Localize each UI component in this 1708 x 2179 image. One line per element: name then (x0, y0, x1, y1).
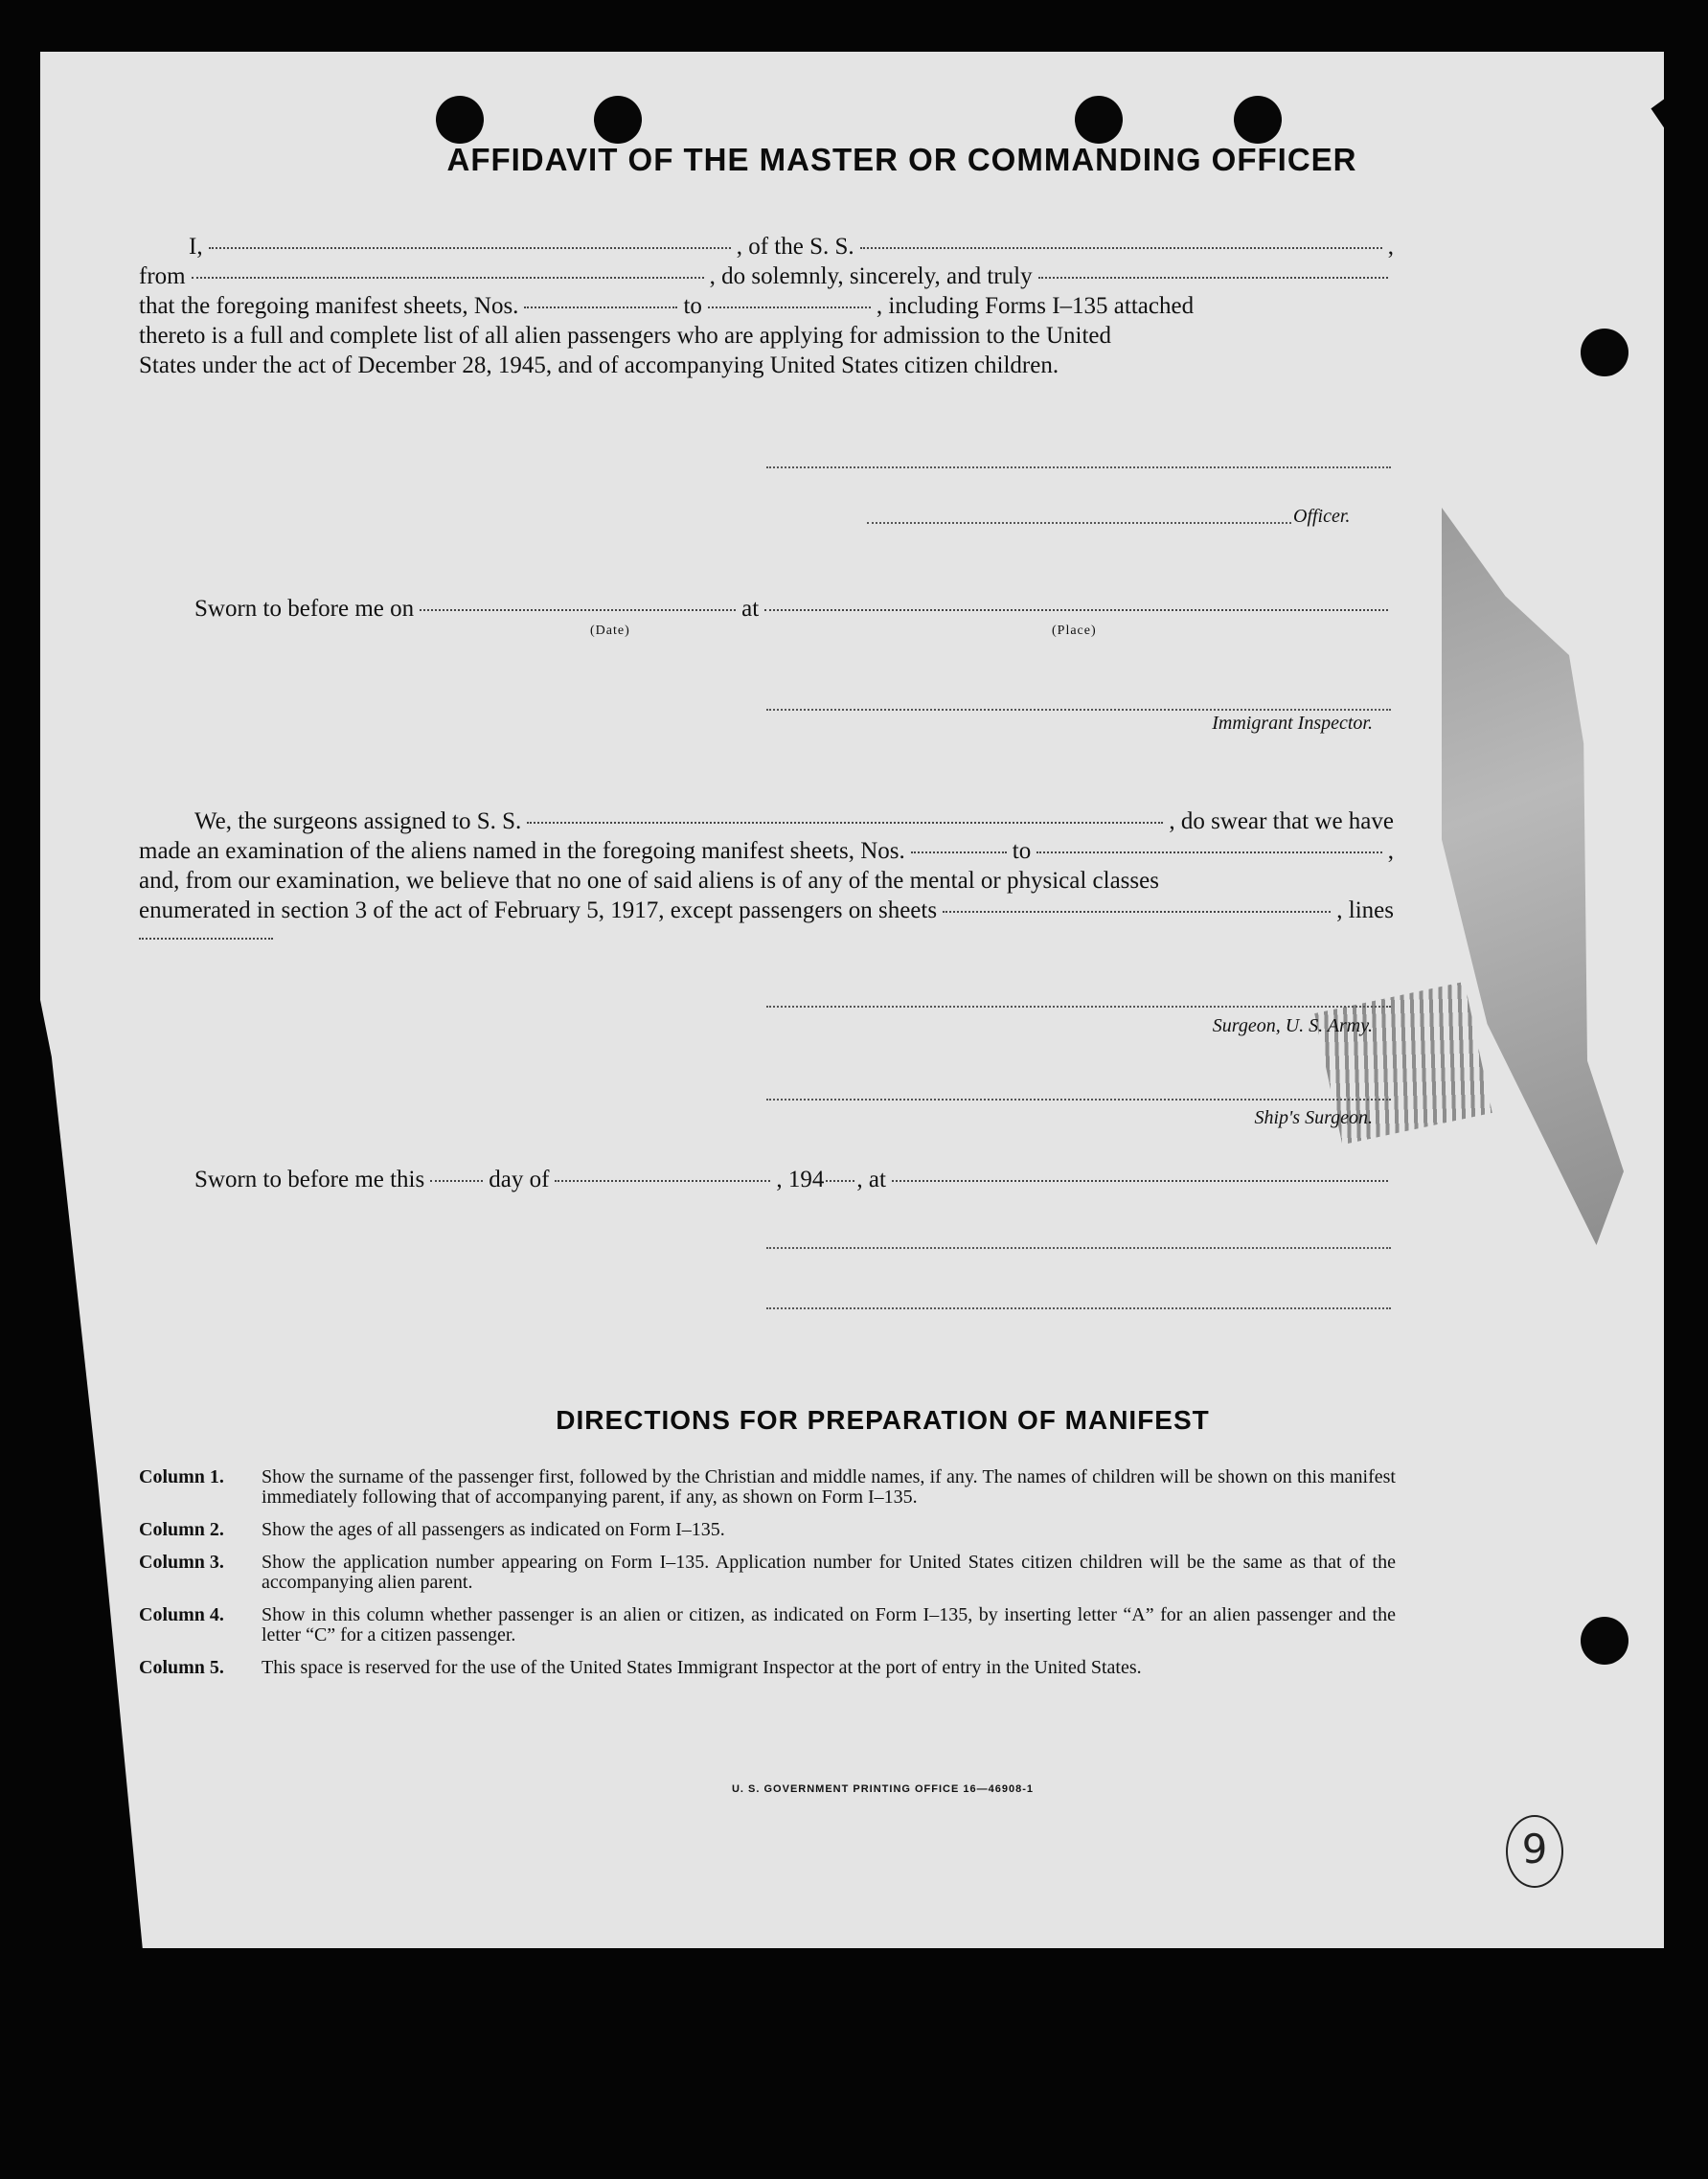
from-port-field[interactable] (192, 277, 704, 279)
except-lines-field[interactable] (139, 938, 273, 940)
army-surgeon-signature-line[interactable] (766, 1006, 1391, 1008)
ship-surgeon-signature-line[interactable] (766, 1099, 1391, 1101)
surgeon-sheet-from-field[interactable] (911, 851, 1007, 853)
direction-item (139, 1520, 1396, 1540)
direction-item (139, 1553, 1396, 1593)
affidavit-line3-c: , including Forms I–135 attached (876, 293, 1195, 319)
direction-item (139, 1467, 1396, 1508)
directions-list (139, 1467, 1396, 1691)
sworn-year-field[interactable] (826, 1180, 854, 1182)
affidavit-line1-b: , of the S. S. (736, 234, 854, 260)
oath-field[interactable] (1038, 277, 1388, 279)
direction-column-label: Column 2. (139, 1519, 224, 1540)
sheet-from-field[interactable] (524, 306, 677, 308)
master-name-field[interactable] (209, 247, 731, 249)
direction-text: Show the surname of the passenger first, followed by the Christian and middle names, if any. The names of children will be shown on this manifest immediately following that of accompanying parent, if any, as shown on Form I–135. (262, 1466, 1396, 1508)
sworn-title-line[interactable] (766, 1307, 1391, 1309)
affidavit-text (139, 232, 1394, 380)
direction-text: Show in this column whether passenger is an alien or citizen, as indicated on Form I–135, by inserting letter “A” for an alien passenger and the letter “C” for a citizen passenger. (262, 1604, 1396, 1646)
army-surgeon-label: Surgeon, U. S. Army. (1212, 1015, 1373, 1036)
surgeons-line2-b: to (1012, 838, 1032, 864)
directions-title: DIRECTIONS FOR PREPARATION OF MANIFEST (556, 1405, 1210, 1435)
sworn1-prefix: Sworn to before me on (194, 596, 415, 622)
sworn2-c: , 194 (776, 1167, 825, 1192)
sworn-place-field[interactable] (764, 609, 1388, 611)
direction-column-label: Column 4. (139, 1604, 224, 1625)
except-sheets-field[interactable] (943, 911, 1331, 913)
officer-signature-line[interactable] (766, 466, 1391, 468)
surgeons-line1-a: We, the surgeons assigned to S. S. (194, 808, 522, 834)
sworn-date-field[interactable] (420, 609, 736, 611)
surgeons-line4-a: enumerated in section 3 of the act of February 5, 1917, except passengers on sheets (139, 897, 938, 923)
punch-hole (1234, 96, 1282, 144)
direction-text: Show the ages of all passengers as indicated on Form I–135. (262, 1519, 725, 1540)
officer-label: Officer. (1293, 506, 1351, 527)
affidavit-line2-b: , do solemnly, sincerely, and truly (709, 263, 1033, 289)
affidavit-line3-a: that the foregoing manifest sheets, Nos. (139, 293, 519, 319)
printer-imprint: U. S. GOVERNMENT PRINTING OFFICE 16—46908-1 (731, 1783, 1034, 1795)
ship-surgeon-label: Ship's Surgeon. (1254, 1107, 1373, 1128)
sworn2-b: day of (489, 1167, 550, 1192)
surgeon-ship-field[interactable] (527, 822, 1163, 824)
surgeons-line2-a: made an examination of the aliens named in the foregoing manifest sheets, Nos. (139, 838, 905, 864)
affidavit-line1-a: I, (189, 234, 203, 260)
sworn-signature-line[interactable] (766, 1247, 1391, 1249)
sworn-day-text (139, 1165, 1394, 1194)
direction-text: This space is reserved for the use of the United States Immigrant Inspector at the port of entry in the United States. (262, 1657, 1142, 1678)
affidavit-line2-a: from (139, 263, 186, 289)
surgeon-sheet-to-field[interactable] (1036, 851, 1382, 853)
inspector-signature-line[interactable] (766, 709, 1391, 711)
sworn2-d: , at (856, 1167, 886, 1192)
direction-column-label: Column 3. (139, 1552, 224, 1573)
direction-item (139, 1658, 1396, 1678)
sworn1-at: at (741, 596, 760, 622)
handwritten-page-number: 9 (1506, 1815, 1563, 1888)
direction-item (139, 1605, 1396, 1646)
sworn-date-place (139, 594, 1394, 624)
sworn-month-field[interactable] (555, 1180, 770, 1182)
direction-column-label: Column 1. (139, 1466, 224, 1487)
inspector-label: Immigrant Inspector. (1212, 713, 1373, 734)
sworn-at-field[interactable] (892, 1180, 1388, 1182)
punch-hole (1075, 96, 1123, 144)
punch-hole (1581, 1617, 1628, 1665)
affidavit-line1-c: , (1387, 234, 1395, 260)
affidavit-line3-b: to (683, 293, 702, 319)
surgeons-line1-b: , do swear that we have (1169, 808, 1394, 834)
punch-hole (1581, 329, 1628, 376)
punch-hole (594, 96, 642, 144)
punch-hole (436, 96, 484, 144)
direction-text: Show the application number appearing on Form I–135. Application number for United States citizen children will be the same as that of the accompanying alien parent. (262, 1552, 1396, 1593)
sworn2-a: Sworn to before me this (194, 1167, 425, 1192)
date-caption: (Date) (590, 624, 630, 638)
affidavit-title: AFFIDAVIT OF THE MASTER OR COMMANDING OFFICER (446, 142, 1357, 177)
surgeons-line3: and, from our examination, we believe that no one of said aliens is of any of the mental or physical classes (139, 868, 1159, 894)
sheet-to-field[interactable] (708, 306, 871, 308)
sworn-day-field[interactable] (430, 1180, 483, 1182)
surgeons-line2-c: , (1387, 838, 1394, 864)
ship-name-field[interactable] (860, 247, 1382, 249)
surgeons-line4-b: , lines (1336, 897, 1394, 923)
officer-title-line[interactable] (867, 522, 1291, 524)
place-caption: (Place) (1052, 624, 1097, 638)
affidavit-line4: thereto is a full and complete list of all alien passengers who are applying for admission to the United (139, 323, 1112, 349)
direction-column-label: Column 5. (139, 1657, 224, 1678)
affidavit-line5: States under the act of December 28, 1945, and of accompanying United States citizen children. (139, 352, 1059, 378)
surgeons-text (139, 806, 1394, 944)
